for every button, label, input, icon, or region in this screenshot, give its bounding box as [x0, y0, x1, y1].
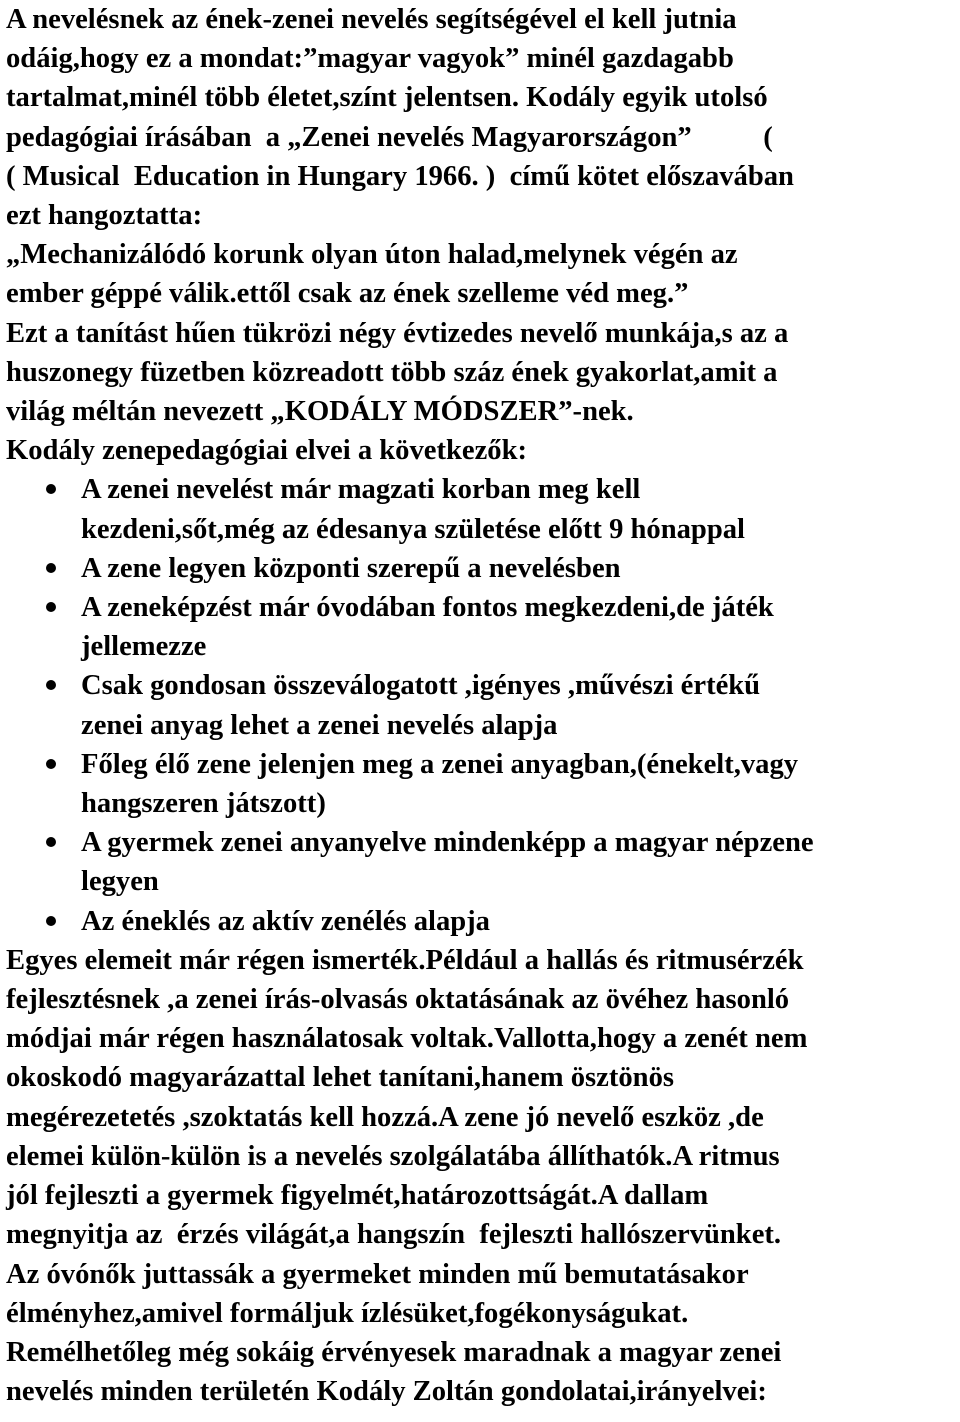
intro-line: A nevelésnek az ének-zenei nevelés segítségével el kell jutnia: [6, 4, 737, 35]
list-item: [6, 470, 958, 548]
bullet-icon: [46, 563, 56, 573]
bullet-icon: [46, 602, 56, 612]
bullet-icon: [46, 484, 56, 494]
list-item-line: Főleg élő zene jelenjen meg a zenei anyagban,(énekelt,vagy: [81, 748, 799, 780]
closing-line: megnyitja az érzés világát,a hangszín fejleszti hallószervünket.: [6, 1219, 782, 1251]
method-line: huszonegy füzetben közreadott több száz ének gyakorlat,amit a: [6, 356, 778, 388]
list-item-line: Csak gondosan összeválogatott ,igényes ,művészi értékű: [81, 670, 761, 702]
closing-line: nevelés minden területén Kodály Zoltán gondolatai,irányelvei:: [6, 1376, 767, 1408]
list-item-line: Az éneklés az aktív zenélés alapja: [81, 905, 490, 937]
list-item-line: A gyermek zenei anyanyelve mindenképp a magyar népzene: [81, 827, 814, 859]
list-item-line: kezdeni,sőt,még az édesanya születése előtt 9 hónappal: [81, 513, 745, 545]
list-item-line: zenei anyag lehet a zenei nevelés alapja: [81, 709, 558, 741]
principles-heading-text: Kodály zenepedagógiai elvei a következők:: [6, 435, 527, 467]
closing-paragraph: [6, 941, 958, 1411]
closing-line: Remélhetőleg még sokáig érvényesek maradnak a magyar zenei: [6, 1336, 782, 1368]
closing-line: módjai már régen használatosak voltak.Vallotta,hogy a zenét nem: [6, 1023, 808, 1055]
list-item: [6, 745, 958, 823]
principles-list: [6, 470, 958, 940]
bullet-icon: [46, 680, 56, 690]
list-item: [6, 549, 958, 588]
list-item-line: hangszeren játszott): [81, 788, 326, 820]
closing-line: élményhez,amivel formáljuk ízlésüket,fogékonyságukat.: [6, 1297, 689, 1329]
intro-line: tartalmat,minél több életet,színt jelentsen. Kodály egyik utolsó: [6, 82, 768, 114]
bullet-icon: [46, 916, 56, 926]
list-item: [6, 588, 958, 666]
closing-line: jól fejleszti a gyermek figyelmét,határozottságát.A dallam: [6, 1180, 709, 1212]
closing-line: okoskodó magyarázattal lehet tanítani,hanem ösztönös: [6, 1062, 674, 1094]
bullet-icon: [46, 837, 56, 847]
list-item-line: legyen: [81, 866, 159, 898]
list-item: [6, 902, 958, 941]
intro-line: pedagógiai írásában a „Zenei nevelés Magyarországon” (: [6, 121, 773, 153]
closing-line: fejlesztésnek ,a zenei írás-olvasás oktatásának az övéhez hasonló: [6, 984, 790, 1016]
method-line: Ezt a tanítást hűen tükrözi négy évtizedes nevelő munkája,s az a: [6, 317, 789, 349]
closing-line: megérezetetés ,szoktatás kell hozzá.A zene jó nevelő eszköz ,de: [6, 1101, 764, 1133]
bullet-icon: [46, 759, 56, 769]
list-item-line: A zeneképzést már óvodában fontos megkezdeni,de játék: [81, 592, 774, 624]
list-item: [6, 666, 958, 744]
closing-line: Az óvónők juttassák a gyermeket minden mű bemutatásakor: [6, 1258, 749, 1290]
method-line: világ méltán nevezett „KODÁLY MÓDSZER”-nek.: [6, 396, 634, 428]
list-item-line: A zene legyen központi szerepű a nevelésben: [81, 552, 621, 584]
quote-line: ember géppé válik.ettől csak az ének szelleme véd meg.”: [6, 278, 689, 310]
principles-heading: [6, 431, 958, 470]
closing-line: elemei külön-külön is a nevelés szolgálatába állíthatók.A ritmus: [6, 1140, 780, 1172]
quote-line: „Mechanizálódó korunk olyan úton halad,melynek végén az: [6, 239, 738, 271]
intro-line: ( Musical Education in Hungary 1966. ) című kötet előszavában: [6, 160, 794, 192]
closing-line: Egyes elemeit már régen ismerték.Például a hallás és ritmusérzék: [6, 944, 804, 976]
list-item-line: jellemezze: [81, 631, 207, 663]
intro-line: odáig,hogy ez a mondat:”magyar vagyok” minél gazdagabb: [6, 43, 734, 75]
method-paragraph: [6, 314, 958, 432]
list-item-line: A zenei nevelést már magzati korban meg kell: [81, 474, 641, 506]
intro-line: ezt hangoztatta:: [6, 200, 203, 232]
intro-paragraph: [6, 0, 958, 235]
kodaly-quote: [6, 235, 958, 313]
list-item: [6, 823, 958, 901]
